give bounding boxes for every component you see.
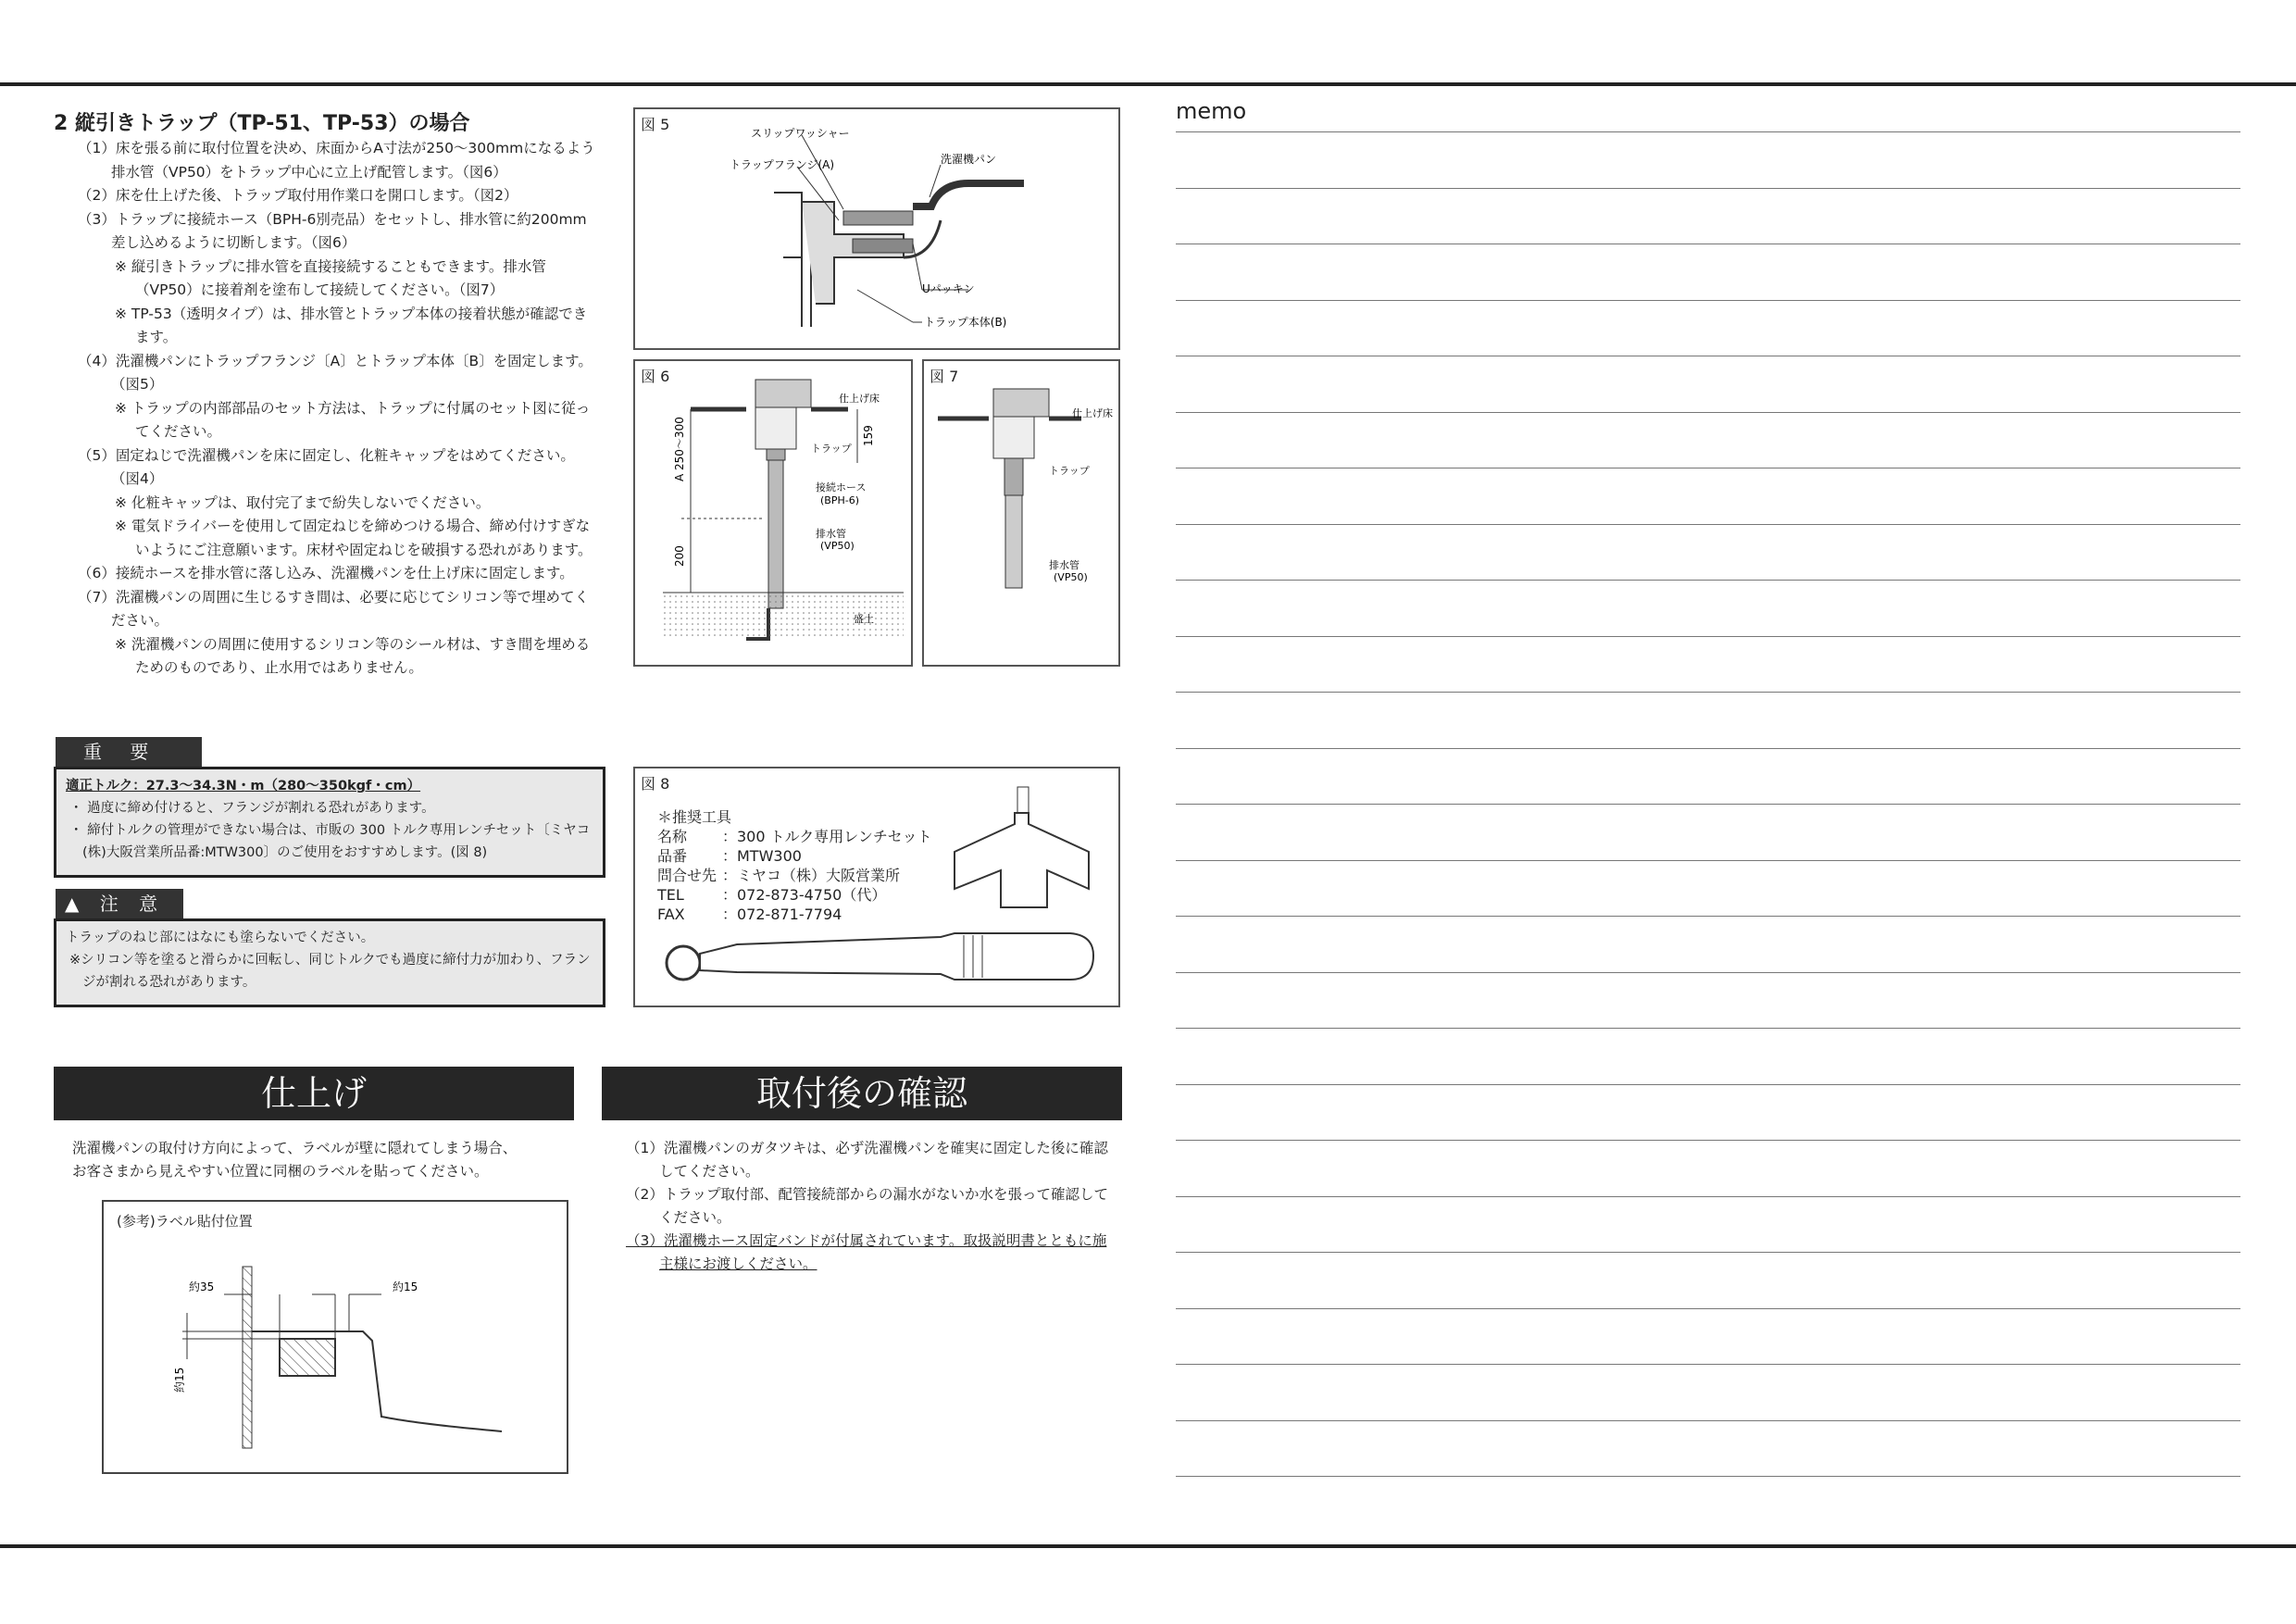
memo-line bbox=[1176, 524, 2240, 525]
confirm-list bbox=[626, 1137, 1117, 1276]
fig6-hose: 接続ホース bbox=[816, 481, 867, 493]
memo-line bbox=[1176, 636, 2240, 637]
memo-line bbox=[1176, 1084, 2240, 1085]
figure-8 bbox=[633, 767, 1120, 1007]
memo-line bbox=[1176, 1476, 2240, 1477]
fig8-key-fax: FAX bbox=[657, 906, 685, 923]
fig6-drawing bbox=[635, 361, 911, 665]
memo-line bbox=[1176, 916, 2240, 917]
fig6-dim-200: 200 bbox=[673, 545, 686, 567]
important-bullet-1: ・ 過度に締め付けると、フランジが割れる恐れがあります。 bbox=[69, 801, 435, 816]
memo-line bbox=[1176, 1308, 2240, 1309]
step-7: （7）洗濯機パンの周囲に生じるすき間は、必要に応じてシリコン等で埋めてください。 bbox=[78, 588, 590, 629]
fig5-drawing bbox=[635, 109, 1118, 348]
figure-7 bbox=[922, 359, 1120, 667]
finish-line-1: 洗濯機パンの取付け方向によって、ラベルが壁に隠れてしまう場合、 bbox=[72, 1140, 518, 1156]
step-5-note-2: ※ 電気ドライバーを使用して固定ねじを締めつける場合、締め付けすぎないようにご注意願います。床材や固定ねじを破損する恐れがあります。 bbox=[115, 518, 593, 558]
fig5-label: 図 5 bbox=[641, 116, 670, 133]
step-3-note-2: ※ TP-53（透明タイプ）は、排水管とトラップ本体の接着状態が確認できます。 bbox=[115, 305, 588, 345]
fig8-val-tel: ：072-873-4750（代） bbox=[722, 886, 887, 904]
section2-steps bbox=[78, 137, 596, 681]
dim-15-vertical: 約15 bbox=[173, 1367, 186, 1393]
memo-line bbox=[1176, 692, 2240, 693]
fig6-pipe: 排水管 bbox=[816, 528, 846, 540]
caution-line-1: トラップのねじ部にはなにも塗らないでください。 bbox=[66, 931, 375, 945]
dim-15-horizontal: 約15 bbox=[393, 1280, 418, 1293]
important-tag: 重 要 bbox=[56, 737, 202, 767]
step-7-note: ※ 洗濯機パンの周囲に使用するシリコン等のシール材は、すき間を埋めるためのものであり、止水用ではありません。 bbox=[115, 635, 591, 676]
finish-line-2: お客さまから見えやすい位置に同梱のラベルを貼ってください。 bbox=[72, 1163, 489, 1180]
fig6-pipe-model: (VP50) bbox=[820, 540, 855, 552]
label-position-figure bbox=[102, 1200, 568, 1474]
fig6-hose-model: (BPH-6) bbox=[820, 494, 860, 506]
fig8-heading: ＊推奨工具 bbox=[657, 808, 732, 826]
confirm-banner: 取付後の確認 bbox=[602, 1067, 1122, 1120]
fig6-floor: 仕上げ床 bbox=[839, 393, 880, 405]
figure-6 bbox=[633, 359, 913, 667]
memo-line bbox=[1176, 188, 2240, 189]
memo-line bbox=[1176, 580, 2240, 581]
memo-line bbox=[1176, 804, 2240, 805]
fig6-trap: トラップ bbox=[811, 443, 852, 455]
memo-line bbox=[1176, 748, 2240, 749]
confirm-item-3: （3）洗濯機ホース固定バンドが付属されています。取扱説明書とともに施主様にお渡しください。 bbox=[626, 1232, 1107, 1272]
fig7-pipe-model: (VP50) bbox=[1054, 571, 1088, 583]
fig6-label: 図 6 bbox=[641, 368, 670, 385]
torque-spec: 適正トルク：27.3〜34.3N・m（280〜350kgf・cm） bbox=[66, 779, 421, 793]
memo-line bbox=[1176, 1028, 2240, 1029]
memo-line bbox=[1176, 300, 2240, 301]
fig8-val-fax: ：072-871-7794 bbox=[722, 906, 842, 923]
fig8-key-tel: TEL bbox=[657, 886, 684, 904]
dim-35: 約35 bbox=[189, 1280, 215, 1293]
fig7-pipe: 排水管 bbox=[1049, 559, 1079, 571]
step-2: （2）床を仕上げた後、トラップ取付用作業口を開口します。（図2） bbox=[78, 187, 518, 204]
memo-line bbox=[1176, 1364, 2240, 1365]
fig5-slip-washer: スリップワッシャー bbox=[751, 127, 850, 140]
fig6-dim-a: A 250〜300 bbox=[673, 417, 686, 481]
step-4-note: ※ トラップの内部部品のセット方法は、トラップに付属のセット図に従ってください。 bbox=[115, 399, 591, 440]
caution-box bbox=[54, 918, 605, 1007]
fig7-trap: トラップ bbox=[1049, 465, 1090, 477]
fig6-soil: 盛土 bbox=[854, 613, 874, 625]
step-5: （5）固定ねじで洗濯機パンを床に固定し、化粧キャップをはめてください。（図4） bbox=[78, 446, 575, 487]
bottom-rule bbox=[0, 1544, 2296, 1548]
memo-line bbox=[1176, 1196, 2240, 1197]
section2-title: 2 縦引きトラップ（TP-51、TP-53）の場合 bbox=[54, 112, 470, 135]
memo-line bbox=[1176, 1420, 2240, 1421]
important-bullet-2: ・ 締付トルクの管理ができない場合は、市販の 300 トルク専用レンチセット〔ミヤコ(株)大阪営業所品番:MTW300〕のご使用をおすすめします。(図 8) bbox=[69, 823, 591, 860]
fig8-wrench-drawing bbox=[635, 768, 1118, 1006]
figure-5 bbox=[633, 107, 1120, 350]
fig8-val-part: ：MTW300 bbox=[722, 847, 802, 865]
important-box bbox=[54, 767, 605, 878]
finish-text bbox=[72, 1137, 591, 1183]
fig5-trap-flange: トラップフランジ(A) bbox=[730, 158, 835, 171]
fig8-label: 図 8 bbox=[641, 775, 670, 793]
fig8-key-contact: 問合せ先 bbox=[657, 867, 718, 884]
memo-line bbox=[1176, 412, 2240, 413]
finish-banner: 仕上げ bbox=[54, 1067, 574, 1120]
caution-tag: ▲ 注 意 bbox=[56, 889, 183, 918]
step-3-note-1: ※ 縦引きトラップに排水管を直接接続することもできます。排水管（VP50）に接着剤を塗布して接続してください。（図7） bbox=[115, 257, 546, 298]
memo-line bbox=[1176, 972, 2240, 973]
step-1: （1）床を張る前に取付位置を決め、床面からA寸法が250〜300mmになるよう排水管（VP50）をトラップ中心に立上げ配管します。（図6） bbox=[78, 140, 595, 181]
memo-line bbox=[1176, 1252, 2240, 1253]
memo-title: memo bbox=[1176, 98, 1247, 124]
step-5-note-1: ※ 化粧キャップは、取付完了まで紛失しないでください。 bbox=[115, 493, 491, 511]
caution-line-2: ※シリコン等を塗ると滑らかに回転し、同じトルクでも過度に締付力が加わり、フランジが割れる恐れがあります。 bbox=[69, 953, 591, 990]
fig5-trap-body: トラップ本体(B) bbox=[924, 316, 1007, 329]
fig6-dim-159: 159 bbox=[862, 425, 875, 446]
step-3: （3）トラップに接続ホース（BPH-6別売品）をセットし、排水管に約200mm差し込めるように切断します。（図6） bbox=[78, 210, 587, 251]
memo-line bbox=[1176, 860, 2240, 861]
step-6: （6）接続ホースを排水管に落し込み、洗濯機パンを仕上げ床に固定します。 bbox=[78, 565, 574, 581]
fig7-label: 図 7 bbox=[930, 368, 959, 385]
fig8-val-contact: ：ミヤコ（株）大阪営業所 bbox=[722, 867, 901, 884]
memo-line bbox=[1176, 1140, 2240, 1141]
memo-line bbox=[1176, 131, 2240, 132]
confirm-item-1: （1）洗濯機パンのガタツキは、必ず洗濯機パンを確実に固定した後に確認してください。 bbox=[626, 1140, 1108, 1180]
label-position-title: (参考)ラベル貼付位置 bbox=[117, 1213, 253, 1230]
fig5-pan: 洗濯機パン bbox=[941, 153, 997, 166]
fig7-drawing bbox=[924, 361, 1118, 665]
fig8-key-part: 品番 bbox=[657, 847, 688, 865]
fig5-u-packing: Uパッキン bbox=[922, 282, 975, 295]
label-position-drawing bbox=[104, 1202, 567, 1472]
fig8-key-name: 名称 bbox=[657, 828, 688, 845]
step-4: （4）洗濯機パンにトラップフランジ〔A〕とトラップ本体〔B〕を固定します。（図5） bbox=[78, 352, 593, 393]
fig8-val-name: ：300 トルク専用レンチセット bbox=[722, 828, 932, 845]
confirm-item-2: （2）トラップ取付部、配管接続部からの漏水がないか水を張って確認してください。 bbox=[626, 1186, 1109, 1226]
fig7-floor: 仕上げ床 bbox=[1072, 407, 1113, 419]
top-rule bbox=[0, 82, 2296, 86]
